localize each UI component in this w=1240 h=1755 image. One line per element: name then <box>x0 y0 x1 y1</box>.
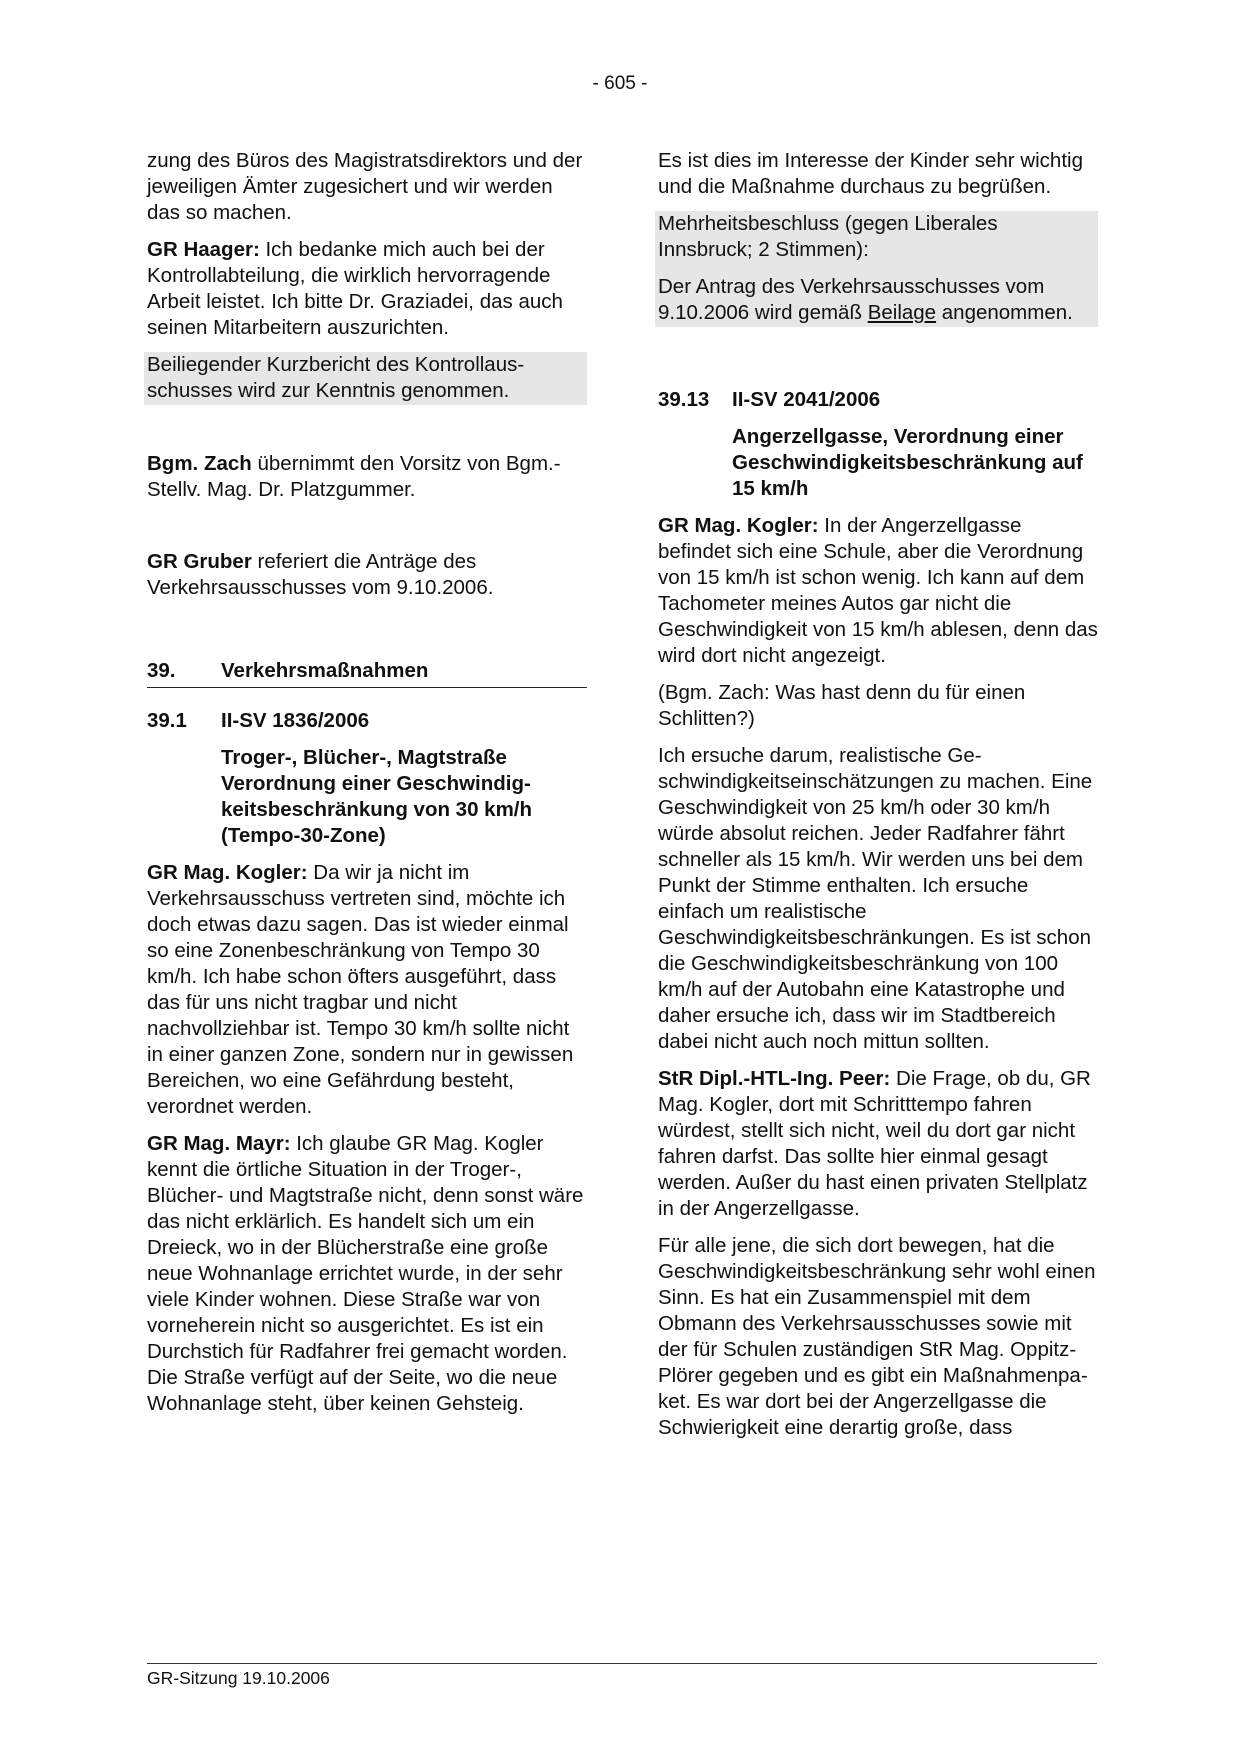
speech-paragraph <box>147 1131 587 1417</box>
section-heading <box>147 658 587 688</box>
speech-text: Ich bedanke mich auch bei der Kontrollabteilung, die wirklich hervorragende Arbeit leistet. Ich bitte Dr. Graziadei, das auch seinen Mitarbeitern auszurichten. <box>147 238 563 339</box>
speech-paragraph <box>147 549 587 601</box>
speech-text: Die Frage, ob du, GR Mag. Kogler, dort mit Schritttempo fahren würdest, stellt sich nicht, weil du dort gar nicht fahren darfst. Das sollte hier einmal gesagt werden. Außer du hast einen privaten Stellplatz in der Angerzellgasse. <box>658 1067 1091 1220</box>
speech-text: übernimmt den Vorsitz von Bgm.-Stellv. Mag. Dr. Platzgummer. <box>147 452 561 501</box>
paragraph: zung des Büros des Magistratsdirektors und der jeweiligen Ämter zugesichert und wir werden das so machen. <box>147 149 583 224</box>
interjection: (Bgm. Zach: Was hast denn du für einen Schlitten?) <box>658 681 1026 730</box>
decision-vote: Mehrheitsbeschluss (gegen Liberales Innsbruck; 2 Stimmen): <box>658 212 998 261</box>
speaker-name: GR Mag. Mayr: <box>147 1132 291 1155</box>
left-column <box>147 148 587 1428</box>
section-title: Verkehrsmaßnahmen <box>221 659 429 682</box>
item-title: Angerzellgasse, Verordnung einer Geschwindigkeitsbeschränkung auf 15 km/h <box>732 425 1083 500</box>
paragraph: Ich ersuche darum, realistische Geschwindigkeitseinschätzungen zu machen. Eine Geschwindigkeit von 25 km/h oder 30 km/h würde absolut reichen. Jeder Radfahrer fährt schneller als 15 km/h. Wir werden uns bei dem Punkt der Stimme enthalten. Ich ersuche einfach um realistische Geschwindigkeitsbeschränkungen. Es ist schon die Geschwindigkeitsbeschränkung von 100 km/h auf der Autobahn eine Katastrophe und daher ersuche ich, dass wir im Stadtbereich dabei nicht auch noch mittun sollten. <box>658 744 1093 1053</box>
decision-box <box>655 211 1098 327</box>
attachment-link[interactable]: Beilage <box>867 301 937 324</box>
speech-paragraph <box>147 451 587 503</box>
page-number: - 605 - <box>592 73 648 94</box>
paragraph: Es ist dies im Interesse der Kinder sehr wichtig und die Maßnahme durchaus zu begrüßen. <box>658 149 1083 198</box>
speech-text: Ich glaube GR Mag. Kogler kennt die örtliche Situation in der Troger-, Blücher- und Magtstraße nicht, denn sonst wäre das nicht erklärlich. Es handelt sich um ein Dreieck, wo in der Blücherstraße eine große neue Wohnanlage errichtet wurde, in der sehr viele Kinder wohnen. Diese Straße war von vorneherein nicht so ausgerichtet. Es ist ein Durchstich für Radfahrer frei gemacht worden. Die Straße verfügt auf der Seite, wo die neue Wohnanlage steht, über keinen Gehsteig. <box>147 1132 584 1415</box>
speaker-name: Bgm. Zach <box>147 452 252 475</box>
decision-text: Beiliegender Kurzbericht des Kontrollausschusses wird zur Kenntnis genommen. <box>147 353 525 402</box>
speech-text: referiert die Anträge des Verkehrsausschusses vom 9.10.2006. <box>147 550 494 599</box>
item-title: Troger-, Blücher-, Magtstraße Verordnung einer Geschwindigkeitsbeschränkung von 30 km/h (Tempo-30-Zone) <box>221 746 533 847</box>
speech-paragraph <box>658 1066 1098 1222</box>
decision-text: Der Antrag des Verkehrsausschusses vom 9.10.2006 wird gemäß Beilage angenommen. <box>658 275 1073 324</box>
item-number: 39.1 <box>147 709 187 732</box>
item-reference: II-SV 1836/2006 <box>221 709 370 732</box>
speaker-name: GR Haager: <box>147 238 260 261</box>
speaker-name: GR Mag. Kogler: <box>147 861 308 884</box>
agenda-item-heading <box>658 387 1098 413</box>
speech-paragraph <box>147 237 587 341</box>
paragraph: Für alle jene, die sich dort bewegen, hat die Geschwindigkeitsbeschränkung sehr wohl einen Sinn. Es hat ein Zusammenspiel mit dem Obmann des Verkehrsausschusses sowie mit der für Schulen zuständigen StR Mag. Oppitz-Plörer gegeben und es gibt ein Maßnahmenpaket. Es war dort bei der Angerzellgasse die Schwierigkeit eine derartig große, dass <box>658 1234 1096 1439</box>
speaker-name: GR Mag. Kogler: <box>658 514 819 537</box>
footer-divider <box>147 1663 1097 1664</box>
speaker-name: GR Gruber <box>147 550 252 573</box>
section-number: 39. <box>147 659 176 682</box>
speech-text: In der Angerzellgasse befindet sich eine Schule, aber die Verordnung von 15 km/h ist schon wenig. Ich kann auf dem Tachometer meines Autos gar nicht die Geschwindigkeit von 15 km/h ablesen, denn das wird dort nicht angezeigt. <box>658 514 1098 667</box>
item-number: 39.13 <box>658 388 710 411</box>
speaker-name: StR Dipl.-HTL-Ing. Peer: <box>658 1067 891 1090</box>
speech-paragraph <box>658 513 1098 669</box>
speech-text: Da wir ja nicht im Verkehrsausschuss vertreten sind, möchte ich doch etwas dazu sagen. Das ist wieder einmal so eine Zonenbeschränkung von Tempo 30 km/h. Ich habe schon öfters ausgeführt, dass das für uns nicht tragbar und nicht nachvollziehbar ist. Tempo 30 km/h sollte nicht in einer ganzen Zone, sondern nur in gewissen Bereichen, wo eine Gefährdung besteht, verordnet werden. <box>147 861 574 1118</box>
agenda-item-heading <box>147 708 587 734</box>
right-column <box>658 148 1098 1452</box>
decision-box <box>144 352 587 405</box>
footer-session-date: GR-Sitzung 19.10.2006 <box>147 1668 330 1688</box>
speech-paragraph <box>147 860 587 1120</box>
item-reference: II-SV 2041/2006 <box>732 388 881 411</box>
